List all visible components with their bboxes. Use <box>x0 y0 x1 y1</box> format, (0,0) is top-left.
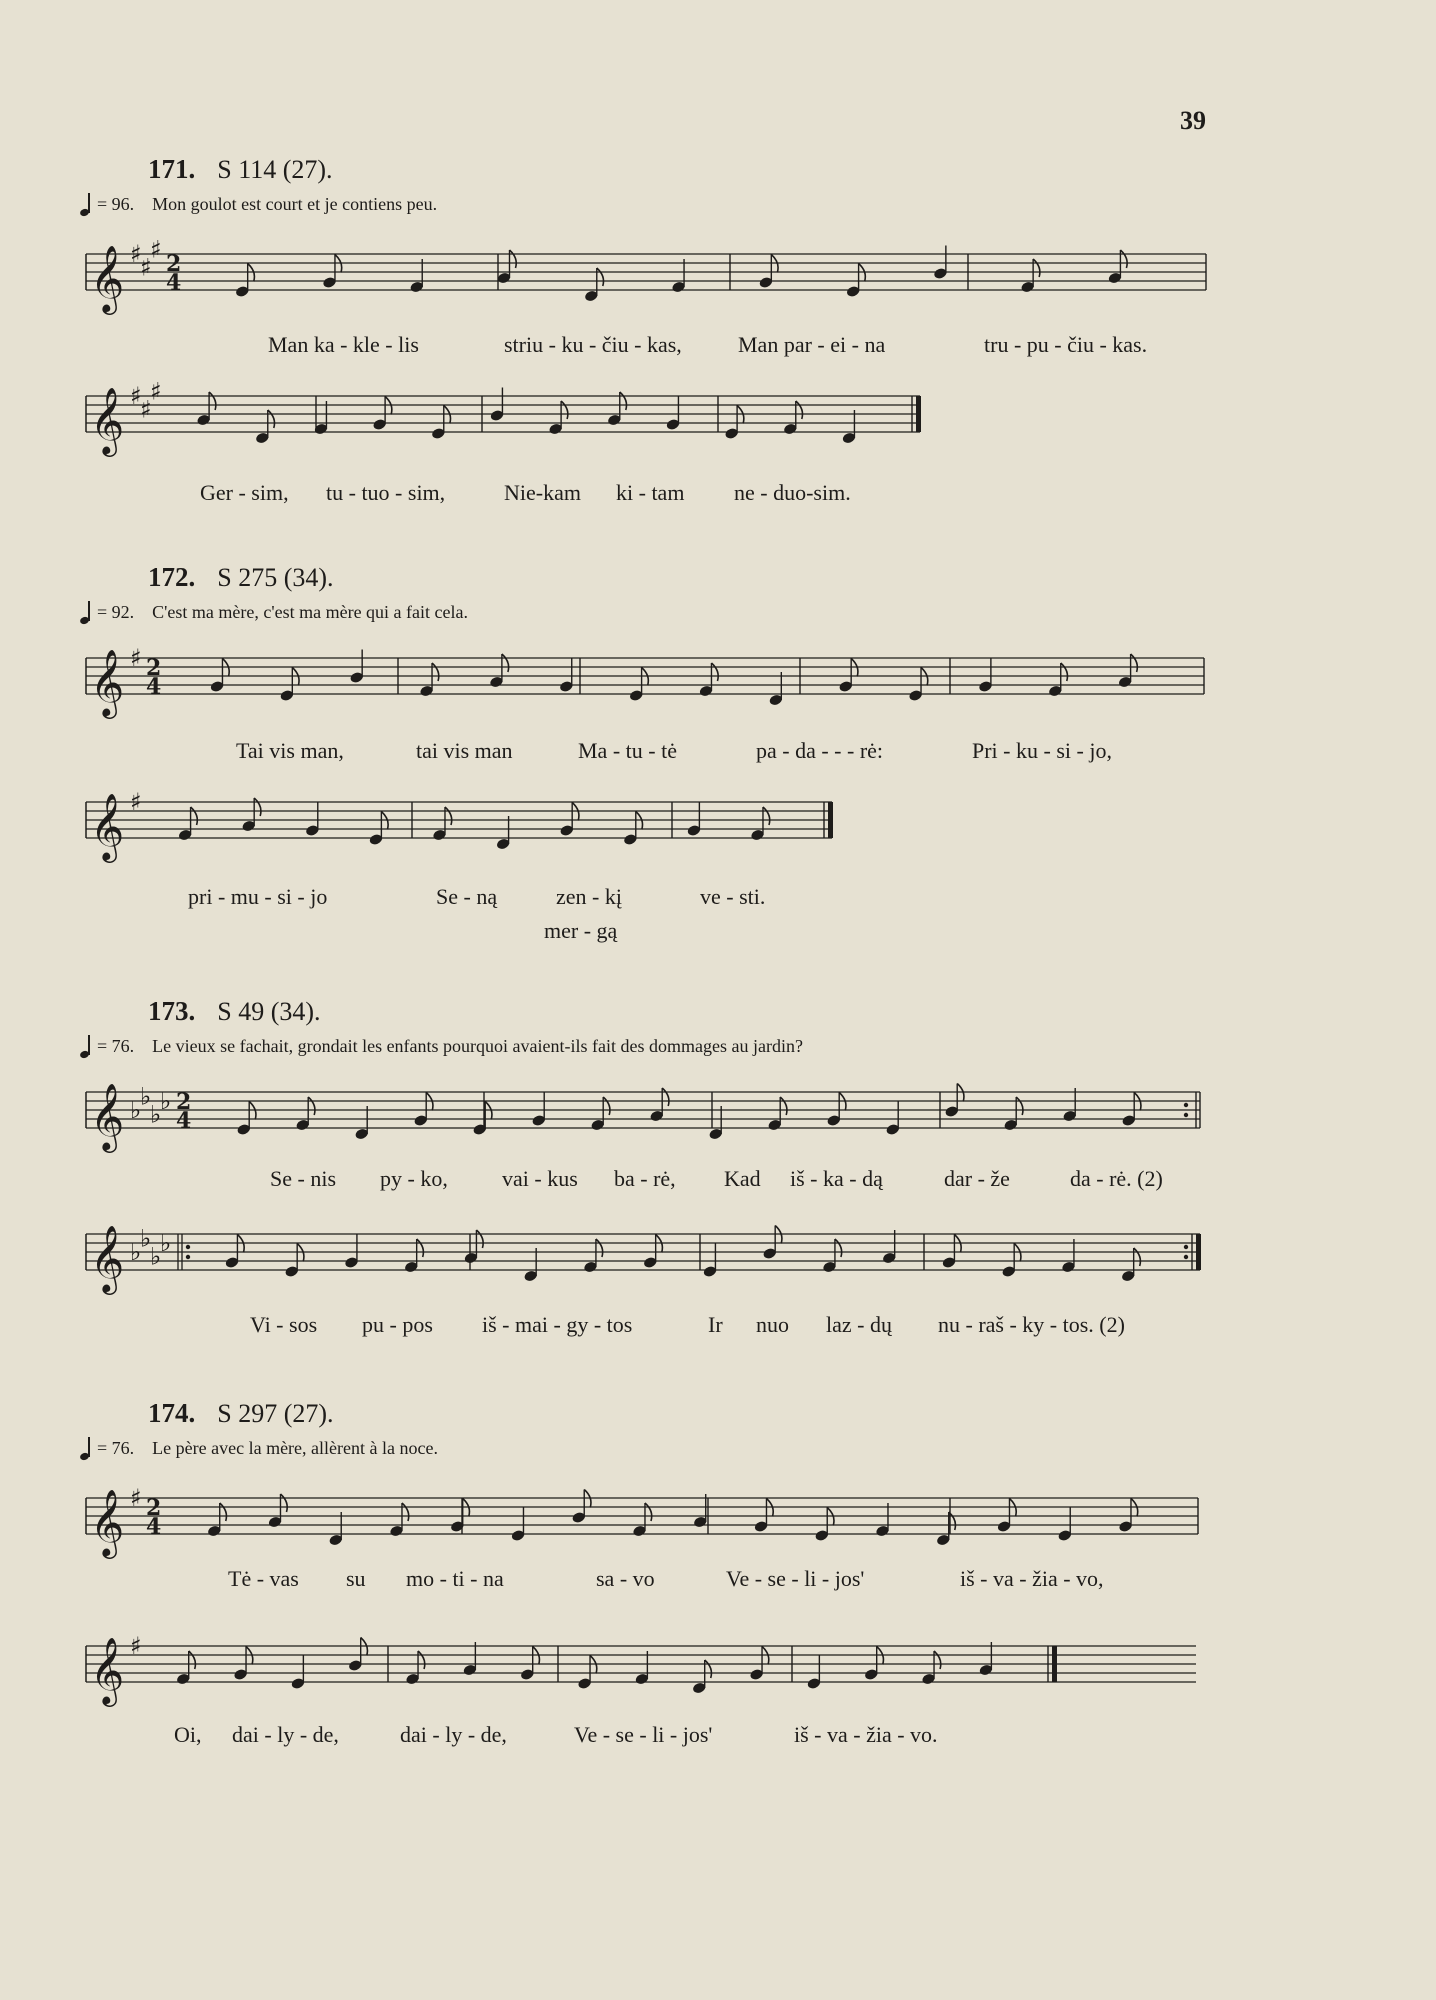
page-number: 39 <box>1180 106 1206 135</box>
lyric-word: Pri - ku - si - jo, <box>972 738 1112 763</box>
lyric-word: tu - tuo - sim, <box>326 480 446 505</box>
note-flag <box>220 1503 227 1521</box>
flat-icon: ♭ <box>150 1242 162 1271</box>
lyric-word: Ir <box>708 1312 723 1337</box>
lyric-word: tai vis man <box>416 738 513 763</box>
lyric-word: laz - dų <box>826 1312 892 1337</box>
lyric-word: Ve - se - li - jos' <box>726 1566 865 1591</box>
lyric-word: zen - kį <box>556 884 622 909</box>
note-flag <box>417 1239 424 1257</box>
note-flag <box>1033 259 1040 277</box>
flat-icon: ♭ <box>140 1082 152 1111</box>
tempo-line <box>80 1034 803 1058</box>
lyric-word: ba - rė, <box>614 1166 676 1191</box>
note-flag <box>796 401 803 419</box>
lyric-word: dai - ly - de, <box>400 1722 507 1747</box>
note-flag <box>1131 654 1138 672</box>
song-number: 174. <box>148 1398 196 1428</box>
note-flag <box>308 1097 315 1115</box>
note-flag <box>432 663 439 681</box>
song-number: 172. <box>148 562 196 592</box>
lyric-word: ve - sti. <box>700 884 766 909</box>
lyric-word: Man ka - kle - lis <box>268 332 419 357</box>
treble-clef-icon: 𝄞 <box>90 1082 125 1150</box>
note-flag <box>418 1651 425 1669</box>
music-staff <box>0 1220 1436 1300</box>
note-flag <box>780 1097 787 1115</box>
lyric-word: Man par - ei - na <box>738 332 886 357</box>
song-number: 171. <box>148 154 196 184</box>
treble-clef-icon: 𝄞 <box>90 1636 125 1704</box>
lyric-word: Ve - se - li - jos' <box>574 1722 713 1747</box>
note-flag <box>510 250 517 268</box>
lyric-word: mo - ti - na <box>406 1566 504 1591</box>
lyric-word: Tai vis man, <box>236 738 344 763</box>
music-staff <box>0 1484 1436 1564</box>
note-flag <box>835 1239 842 1257</box>
lyric-word: su <box>346 1566 366 1591</box>
song-source: S 114 (27). <box>217 155 333 184</box>
treble-clef-icon: 𝄞 <box>90 792 125 860</box>
tempo-description: Mon goulot est court et je contiens peu. <box>152 194 438 214</box>
tempo-line <box>80 600 468 624</box>
tempo-line <box>80 192 437 216</box>
music-staff <box>0 1078 1436 1158</box>
quarter-note-icon <box>80 1034 94 1058</box>
treble-clef-icon: 𝄞 <box>90 648 125 716</box>
song-heading <box>148 154 333 185</box>
lyric-word: nuo <box>756 1312 789 1337</box>
final-barline <box>1052 1646 1057 1682</box>
treble-clef-icon: 𝄞 <box>90 1224 125 1292</box>
lyric-word: Se - nis <box>270 1166 336 1191</box>
note-flag <box>1016 1097 1023 1115</box>
lyric-word: Nie-kam <box>504 480 581 505</box>
note-flag <box>711 663 718 681</box>
lyric-word: da - rė. (2) <box>1070 1166 1163 1191</box>
lyric-word: pu - pos <box>362 1312 433 1337</box>
time-signature-top: 2 <box>146 1495 162 1521</box>
song-source: S 297 (27). <box>217 1399 334 1428</box>
lyric-word: dar - že <box>944 1166 1010 1191</box>
flat-icon: ♭ <box>160 1087 172 1115</box>
treble-clef-icon: 𝄞 <box>90 244 125 312</box>
sharp-icon: ♯ <box>140 395 152 424</box>
sharp-icon: ♯ <box>130 1484 142 1512</box>
time-signature-bottom: 4 <box>146 1514 162 1540</box>
sharp-icon: ♯ <box>150 382 162 406</box>
music-staff <box>0 240 1436 320</box>
tempo-description: C'est ma mère, c'est ma mère qui a fait cela. <box>152 602 468 622</box>
note-flag <box>254 798 261 816</box>
flat-icon: ♭ <box>140 1224 152 1253</box>
tempo-value: = 76. <box>97 1438 135 1458</box>
lyric-word: Ger - sim, <box>200 480 289 505</box>
note-flag <box>1061 663 1068 681</box>
lyric-word: iš - va - žia - vo, <box>960 1566 1104 1591</box>
sharp-icon: ♯ <box>130 240 142 268</box>
lyric-word: pri - mu - si - jo <box>188 884 328 909</box>
flat-icon: ♭ <box>130 1238 142 1266</box>
lyric-word: iš - va - žia - vo. <box>794 1722 938 1747</box>
lyric-alt-word: mer - gą <box>544 918 618 943</box>
music-staff <box>0 1632 1436 1712</box>
song-number: 173. <box>148 996 196 1026</box>
note-flag <box>620 392 627 410</box>
sharp-icon: ♯ <box>140 253 152 282</box>
lyric-word: Ma - tu - tė <box>578 738 677 763</box>
song-heading <box>148 996 321 1027</box>
note-flag <box>645 1503 652 1521</box>
tempo-value: = 96. <box>97 194 135 214</box>
lyric-word: vai - kus <box>502 1166 578 1191</box>
note-flag <box>189 1651 196 1669</box>
lyric-word: Vi - sos <box>250 1312 318 1337</box>
note-flag <box>280 1494 287 1512</box>
sharp-icon: ♯ <box>150 240 162 264</box>
song-heading <box>148 1398 334 1429</box>
music-staff <box>0 644 1436 724</box>
note-flag <box>662 1088 669 1106</box>
lyric-word: Kad <box>724 1166 761 1191</box>
tempo-value: = 76. <box>97 1036 135 1056</box>
final-barline <box>828 802 833 838</box>
treble-clef-icon: 𝄞 <box>90 386 125 454</box>
lyric-word: Oi, <box>174 1722 202 1747</box>
lyric-word: tru - pu - čiu - kas. <box>984 332 1148 357</box>
flat-icon: ♭ <box>130 1096 142 1124</box>
flat-icon: ♭ <box>150 1100 162 1129</box>
sharp-icon: ♯ <box>130 788 142 816</box>
lyric-word: Tė - vas <box>228 1566 299 1591</box>
time-signature-bottom: 4 <box>176 1108 192 1134</box>
treble-clef-icon: 𝄞 <box>90 1488 125 1556</box>
lyric-word: iš - mai - gy - tos <box>482 1312 633 1337</box>
quarter-note-icon <box>80 1436 94 1460</box>
flat-icon: ♭ <box>160 1229 172 1257</box>
note-flag <box>191 807 198 825</box>
time-signature-top: 2 <box>146 655 162 681</box>
time-signature-top: 2 <box>166 251 182 277</box>
note-flag <box>268 410 275 428</box>
note-flag <box>1134 1248 1141 1266</box>
note-flag <box>705 1660 712 1678</box>
note-flag <box>402 1503 409 1521</box>
music-staff <box>0 788 1436 868</box>
lyric-word: py - ko, <box>380 1166 448 1191</box>
tempo-description: Le vieux se fachait, grondait les enfants pourquoi avaient-ils fait des dommages au jardin? <box>152 1036 803 1056</box>
lyric-word: Se - ną <box>436 884 498 909</box>
tempo-line <box>80 1436 438 1460</box>
note-flag <box>603 1097 610 1115</box>
note-flag <box>209 392 216 410</box>
note-flag <box>1120 250 1127 268</box>
lyric-word: iš - ka - dą <box>790 1166 883 1191</box>
lyric-word: pa - da - - - rė: <box>756 738 884 763</box>
tempo-value: = 92. <box>97 602 135 622</box>
final-barline <box>1196 1234 1201 1270</box>
time-signature-bottom: 4 <box>166 270 182 296</box>
lyric-word: dai - ly - de, <box>232 1722 339 1747</box>
song-heading <box>148 562 334 593</box>
note-flag <box>763 807 770 825</box>
lyric-word: striu - ku - čiu - kas, <box>504 332 682 357</box>
sharp-icon: ♯ <box>130 382 142 410</box>
quarter-note-icon <box>80 192 94 216</box>
lyric-word: ki - tam <box>616 480 685 505</box>
time-signature-bottom: 4 <box>146 674 162 700</box>
quarter-note-icon <box>80 600 94 624</box>
music-staff <box>0 382 1436 462</box>
tempo-description: Le père avec la mère, allèrent à la noce. <box>152 1438 438 1458</box>
lyric-word: nu - raš - ky - tos. (2) <box>938 1312 1125 1337</box>
lyric-word: sa - vo <box>596 1566 655 1591</box>
note-flag <box>502 654 509 672</box>
note-flag <box>934 1651 941 1669</box>
sharp-icon: ♯ <box>130 1632 142 1660</box>
sharp-icon: ♯ <box>130 644 142 672</box>
song-source: S 275 (34). <box>217 563 334 592</box>
final-barline <box>916 396 921 432</box>
time-signature-top: 2 <box>176 1089 192 1115</box>
song-source: S 49 (34). <box>217 997 321 1026</box>
note-flag <box>476 1230 483 1248</box>
note-flag <box>561 401 568 419</box>
note-flag <box>597 268 604 286</box>
note-flag <box>596 1239 603 1257</box>
note-flag <box>445 807 452 825</box>
lyric-word: ne - duo-sim. <box>734 480 851 505</box>
